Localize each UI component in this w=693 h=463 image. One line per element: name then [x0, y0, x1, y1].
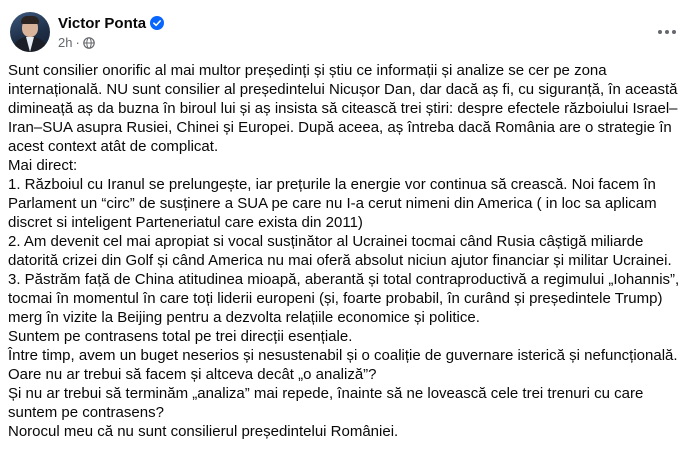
post-line: Iran–SUA asupra Rusiei, Chinei și Europei. După aceea, aș întreba dacă România are o strategie în: [8, 119, 672, 136]
post-line: Norocul meu că nu sunt consilierul președintelui României.: [8, 423, 399, 440]
post-line: 2. Am devenit cel mai apropiat si vocal susținător al Ucrainei tocmai când Rusia câștigă miliarde: [8, 233, 644, 250]
post-line: dimineață aș da buzna în biroul lui și aș insista să citească trei știri: despre efectele războiului Israel–: [8, 100, 678, 117]
post-line: acest context atât de complicat.: [8, 138, 219, 155]
post-line: 3. Păstrăm față de China atitudinea mioapă, aberantă și total contraproductivă a regimului „Iohannis”,: [8, 271, 680, 288]
post-line: Între timp, avem un buget neserios și nesustenabil și o coaliție de guvernare isterică și nefuncțională.: [8, 347, 678, 364]
avatar[interactable]: [10, 12, 50, 52]
more-options-button[interactable]: [653, 18, 681, 46]
post-time[interactable]: 2h: [58, 34, 73, 50]
post-line: Parlament un “circ” de susținere a SUA pe care nu I-a cerut nimeni din America ( in loc sa aplicam: [8, 195, 657, 212]
author-name[interactable]: Victor Ponta: [58, 14, 147, 32]
post-line: merg în vizite la Beijing pentru a dezvolta relațiile economice și politice.: [8, 309, 480, 326]
post-line: Suntem pe contrasens total pe trei direcții esențiale.: [8, 328, 353, 345]
post-header: [10, 10, 164, 54]
avatar-hair: [21, 16, 39, 24]
post-line: Și nu ar trebui să terminăm „analiza” mai repede, înainte să ne lovească cele trei trenuri cu care: [8, 385, 644, 402]
post-line: 1. Războiul cu Iranul se prelungește, iar prețurile la energie vor continua să crească. Noi facem în: [8, 176, 656, 193]
post-line: suntem pe contrasens?: [8, 404, 164, 421]
more-horizontal-icon: [658, 30, 676, 34]
post-line: Mai direct:: [8, 157, 78, 174]
post-line: discret si inteligent Parteneriatul care exista din 2011): [8, 214, 363, 231]
post-meta: [58, 14, 164, 51]
post-line: Oare nu ar trebui să facem și altceva decât „o analiză”?: [8, 366, 377, 383]
separator-dot: ·: [75, 34, 80, 50]
post-line: tocmai în momentul în care toți liderii europeni (și, foarte probabil, în curând și președintele Trump): [8, 290, 663, 307]
time-row: [58, 35, 164, 51]
post-line: internațională. NU sunt consilier al președintelui Nicușor Dan, dar dacă aș fi, cu siguranță, în această: [8, 81, 678, 98]
post-line: Sunt consilier onorific al mai multor președinți și știu ce informații și analize se cer pe zona: [8, 62, 607, 79]
verified-badge-icon: [150, 16, 164, 30]
post-line: datorită crizei din Golf și când America nu mai oferă absolut niciun ajutor financiar și militar Ucrainei.: [8, 252, 672, 269]
post-text: [8, 61, 688, 441]
author-row: [58, 14, 164, 33]
globe-icon: [83, 37, 95, 49]
